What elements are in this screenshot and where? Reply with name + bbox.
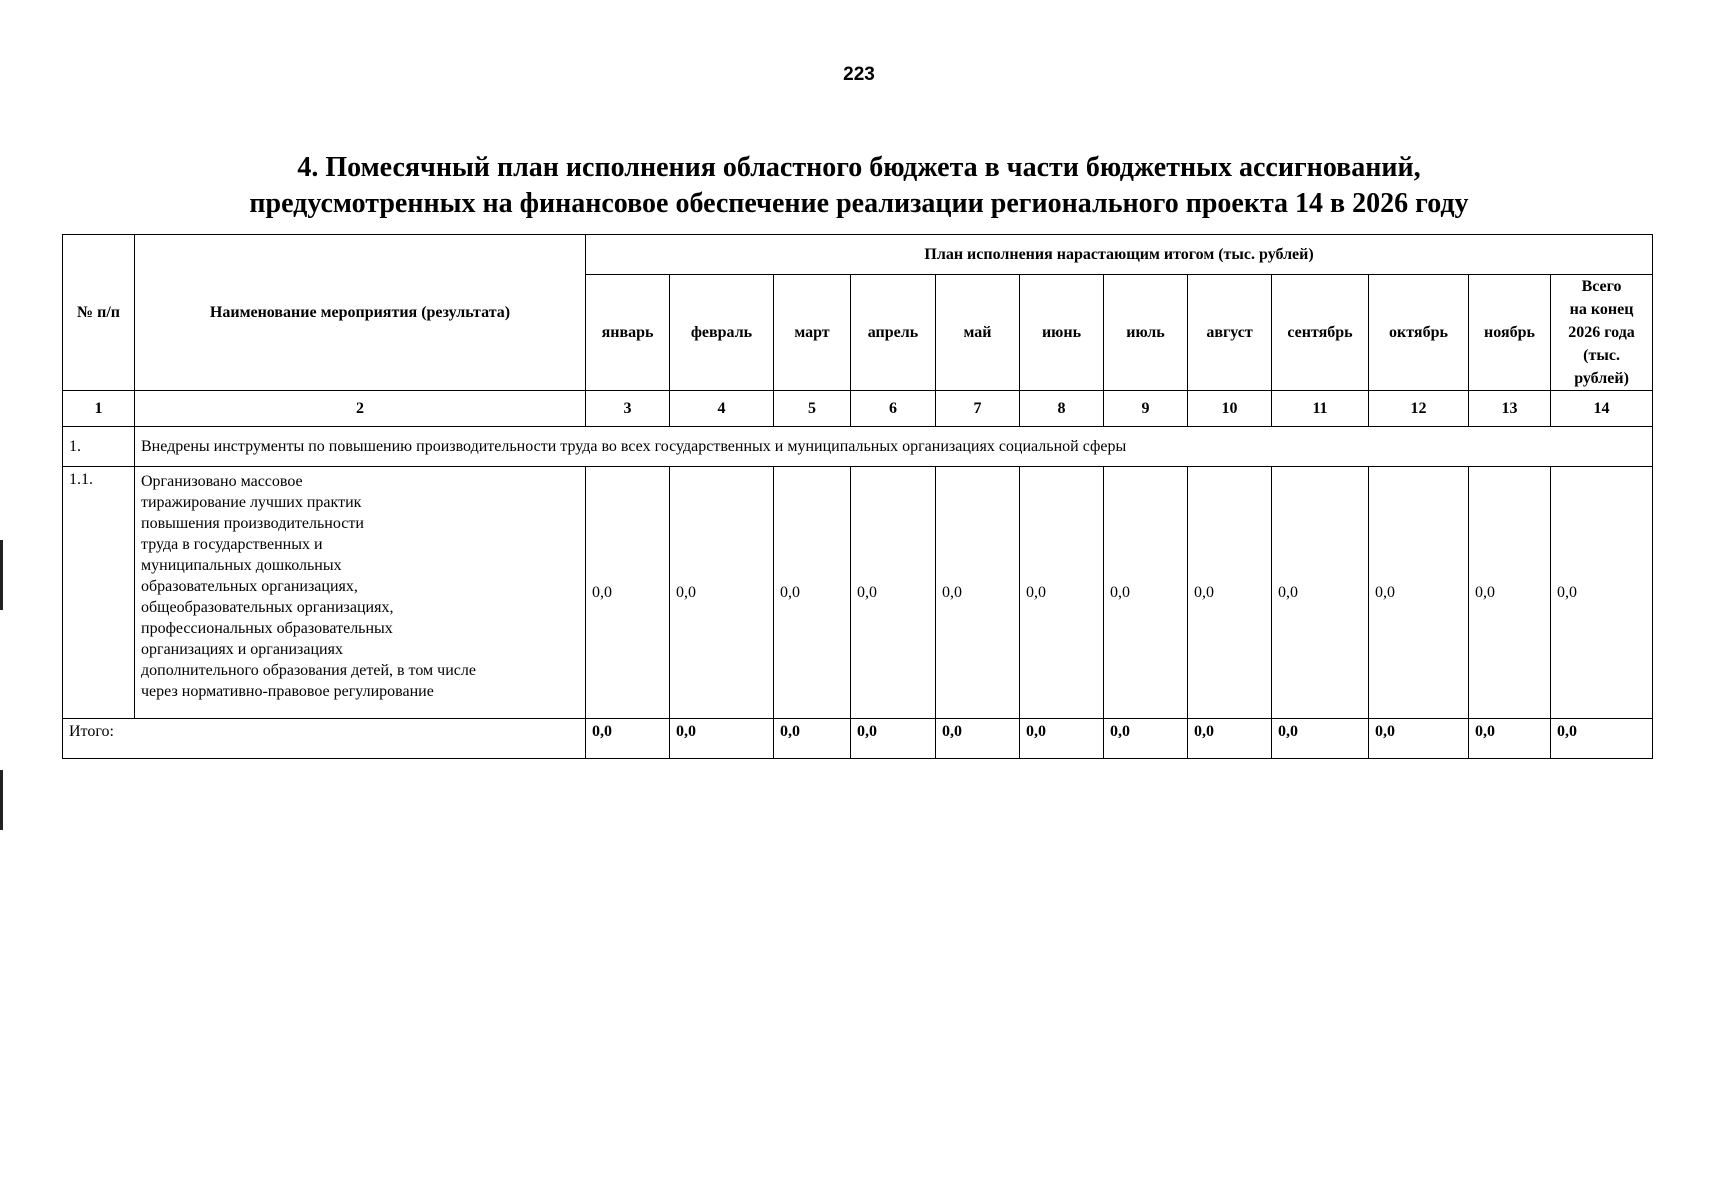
- total-value: 0,0: [586, 719, 670, 759]
- section-number: 1.: [63, 427, 135, 467]
- column-number: 10: [1188, 391, 1272, 427]
- item-description-line: повышения производительности: [141, 515, 364, 532]
- total-label: Итого:: [63, 719, 586, 759]
- scan-edge-mark: [0, 540, 3, 610]
- total-col-header-line: (тыс.: [1583, 347, 1620, 364]
- item-description-line: образовательных организациях,: [141, 578, 358, 595]
- item-value: 0,0: [1272, 467, 1369, 719]
- item-description-line: профессиональных образовательных: [141, 620, 393, 637]
- item-description-line: Организовано массовое: [141, 473, 303, 490]
- total-value: 0,0: [774, 719, 851, 759]
- month-header: март: [774, 275, 851, 391]
- column-number: 5: [774, 391, 851, 427]
- total-value: 0,0: [1272, 719, 1369, 759]
- total-value: 0,0: [1369, 719, 1469, 759]
- total-value: 0,0: [936, 719, 1020, 759]
- title-line-2: предусмотренных на финансовое обеспечение реализации регионального проекта 14 в 2026 году: [249, 188, 1469, 219]
- item-value: 0,0: [1020, 467, 1104, 719]
- month-header: июнь: [1020, 275, 1104, 391]
- total-col-header-line: на конец: [1569, 301, 1634, 318]
- table-row: [63, 467, 1653, 719]
- group-header: План исполнения нарастающим итогом (тыс. рублей): [586, 235, 1653, 275]
- item-value: 0,0: [670, 467, 774, 719]
- item-description-line: муниципальных дошкольных: [141, 557, 342, 574]
- column-number: 8: [1020, 391, 1104, 427]
- item-value: 0,0: [851, 467, 936, 719]
- item-description-line: тиражирование лучших практик: [141, 494, 362, 511]
- item-description-line: через нормативно-правовое регулирование: [141, 683, 434, 700]
- budget-plan-table: [62, 234, 1653, 759]
- total-col-header-line: рублей): [1574, 370, 1629, 387]
- column-number: 1: [63, 391, 135, 427]
- section-row: [63, 427, 1653, 467]
- column-number: 9: [1104, 391, 1188, 427]
- total-value: 0,0: [1188, 719, 1272, 759]
- item-value: 0,0: [936, 467, 1020, 719]
- title-line-1: 4. Помесячный план исполнения областного бюджета в части бюджетных ассигнований,: [297, 152, 1421, 183]
- total-value: 0,0: [1551, 719, 1653, 759]
- total-col-header: [1551, 275, 1653, 391]
- item-description-line: дополнительного образования детей, в том числе: [141, 662, 476, 679]
- total-value: 0,0: [1469, 719, 1551, 759]
- item-value: 0,0: [774, 467, 851, 719]
- column-number: 14: [1551, 391, 1653, 427]
- month-header: апрель: [851, 275, 936, 391]
- item-description-line: труда в государственных и: [141, 536, 323, 553]
- month-header: февраль: [670, 275, 774, 391]
- column-number: 6: [851, 391, 936, 427]
- total-value: 0,0: [670, 719, 774, 759]
- item-description-line: общеобразовательных организациях,: [141, 599, 394, 616]
- item-value: 0,0: [1469, 467, 1551, 719]
- column-number: 2: [135, 391, 586, 427]
- column-number: 11: [1272, 391, 1369, 427]
- total-value: 0,0: [851, 719, 936, 759]
- scan-edge-mark: [0, 770, 3, 830]
- total-row: [63, 719, 1653, 759]
- item-value: 0,0: [1369, 467, 1469, 719]
- column-number-row: [63, 391, 1653, 427]
- document-title: [0, 150, 1718, 222]
- column-number: 3: [586, 391, 670, 427]
- page-number: 223: [843, 64, 875, 85]
- item-value: 0,0: [1104, 467, 1188, 719]
- column-number: 12: [1369, 391, 1469, 427]
- item-value: 0,0: [586, 467, 670, 719]
- total-col-header-line: Всего: [1581, 278, 1622, 295]
- item-description: [135, 467, 586, 719]
- month-header: ноябрь: [1469, 275, 1551, 391]
- header-row-group: [63, 235, 1653, 275]
- item-number: 1.1.: [63, 467, 135, 719]
- column-number: 7: [936, 391, 1020, 427]
- month-header: май: [936, 275, 1020, 391]
- item-description-line: организациях и организациях: [141, 641, 343, 658]
- item-value: 0,0: [1551, 467, 1653, 719]
- month-header: январь: [586, 275, 670, 391]
- col-header-no: № п/п: [63, 235, 135, 391]
- month-header: сентябрь: [1272, 275, 1369, 391]
- month-header: июль: [1104, 275, 1188, 391]
- col-header-name: Наименование мероприятия (результата): [135, 235, 586, 391]
- column-number: 13: [1469, 391, 1551, 427]
- month-header: октябрь: [1369, 275, 1469, 391]
- total-value: 0,0: [1104, 719, 1188, 759]
- column-number: 4: [670, 391, 774, 427]
- total-value: 0,0: [1020, 719, 1104, 759]
- total-col-header-line: 2026 года: [1568, 324, 1635, 341]
- item-value: 0,0: [1188, 467, 1272, 719]
- month-header: август: [1188, 275, 1272, 391]
- section-title: Внедрены инструменты по повышению производительности труда во всех государственных и муниципальных организациях социальной сферы: [135, 427, 1653, 467]
